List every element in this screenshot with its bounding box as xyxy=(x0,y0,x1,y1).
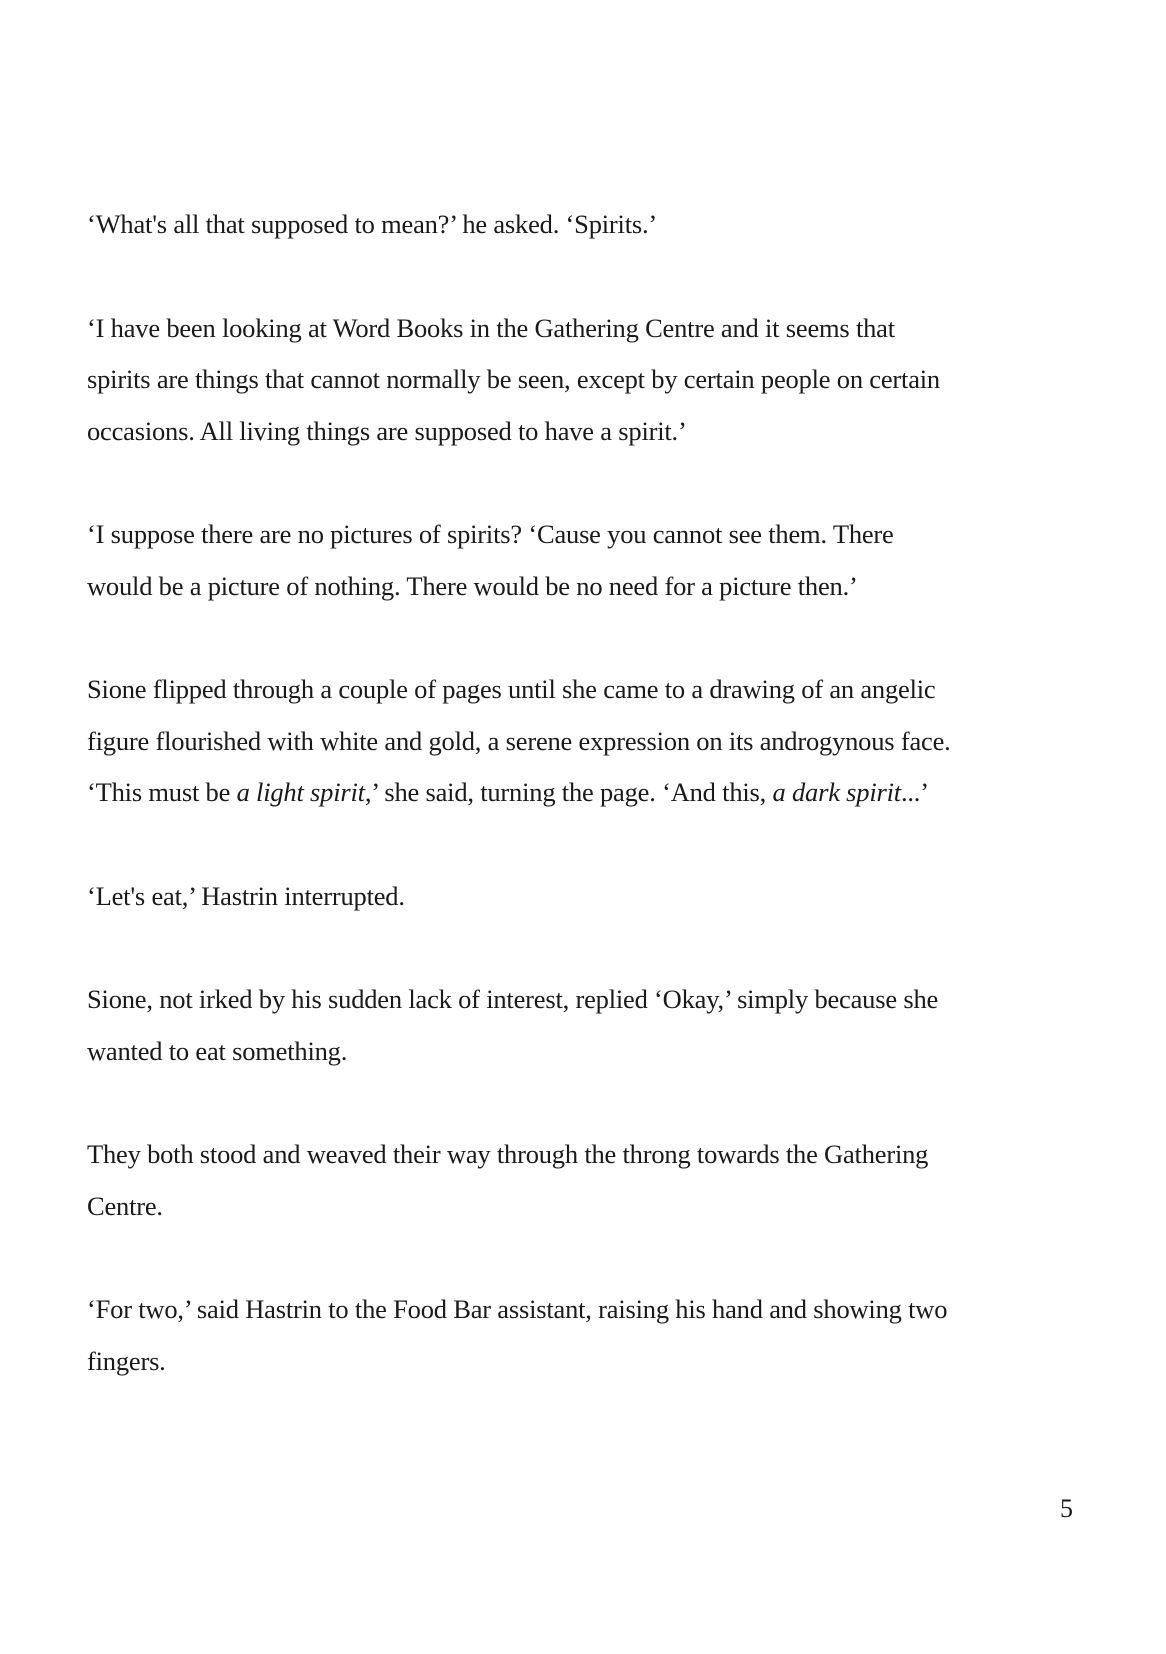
text-segment: would be a picture of nothing. There would be no need for a picture then.’ xyxy=(87,570,858,601)
text-line xyxy=(87,303,1082,355)
paragraph xyxy=(87,1129,1082,1232)
text-line xyxy=(87,406,1082,458)
text-line xyxy=(87,716,1082,768)
text-line xyxy=(87,1336,1082,1388)
text-segment: ‘For two,’ said Hastrin to the Food Bar assistant, raising his hand and showing two xyxy=(87,1294,948,1324)
text-segment: spirits are things that cannot normally be seen, except by certain people on certain xyxy=(87,364,940,394)
text-segment: figure flourished with white and gold, a serene expression on its androgynous face. xyxy=(87,725,951,756)
page-number: 5 xyxy=(1060,1494,1073,1523)
text-line xyxy=(87,354,1082,406)
text-segment: ...’ xyxy=(900,777,929,807)
text-segment: ‘Let's eat,’ Hastrin interrupted. xyxy=(87,880,405,911)
text-segment: Sione, not irked by his sudden lack of interest, replied ‘Okay,’ simply because she xyxy=(87,984,939,1014)
text-segment: fingers. xyxy=(87,1345,166,1376)
text-segment: ‘This must be xyxy=(87,777,237,807)
text-segment: ‘What's all that supposed to mean?’ he asked. ‘Spirits.’ xyxy=(87,209,658,239)
text-line xyxy=(87,1181,1082,1233)
text-segment: ,’ she said, turning the page. ‘And this, xyxy=(364,777,773,807)
text-line xyxy=(87,871,1082,923)
text-segment: ‘I have been looking at Word Books in the Gathering Centre and it seems that xyxy=(87,312,895,343)
text-segment: Sione flipped through a couple of pages until she came to a drawing of an angelic xyxy=(87,674,936,704)
paragraph xyxy=(87,199,1082,251)
italic-text: a dark spirit xyxy=(772,777,901,807)
text-segment: ‘I suppose there are no pictures of spirits? ‘Cause you cannot see them. There xyxy=(87,519,894,549)
paragraph xyxy=(87,664,1082,819)
text-segment: Centre. xyxy=(87,1190,163,1221)
text-segment: occasions. All living things are supposed to have a spirit.’ xyxy=(87,415,687,446)
text-line xyxy=(87,561,1082,613)
text-line xyxy=(87,1129,1082,1181)
paragraph xyxy=(87,303,1082,458)
paragraph xyxy=(87,871,1082,923)
body-text xyxy=(87,199,1082,1439)
text-line xyxy=(87,767,1082,819)
text-segment: wanted to eat something. xyxy=(87,1035,348,1066)
text-line xyxy=(87,1284,1082,1336)
text-line xyxy=(87,664,1082,716)
text-line xyxy=(87,1026,1082,1078)
text-segment: They both stood and weaved their way through the throng towards the Gathering xyxy=(87,1139,929,1169)
text-line xyxy=(87,509,1082,561)
paragraph xyxy=(87,974,1082,1077)
paragraph xyxy=(87,1284,1082,1387)
paragraph xyxy=(87,509,1082,612)
text-line xyxy=(87,199,1082,251)
italic-text: a light spirit xyxy=(236,777,365,807)
text-line xyxy=(87,974,1082,1026)
